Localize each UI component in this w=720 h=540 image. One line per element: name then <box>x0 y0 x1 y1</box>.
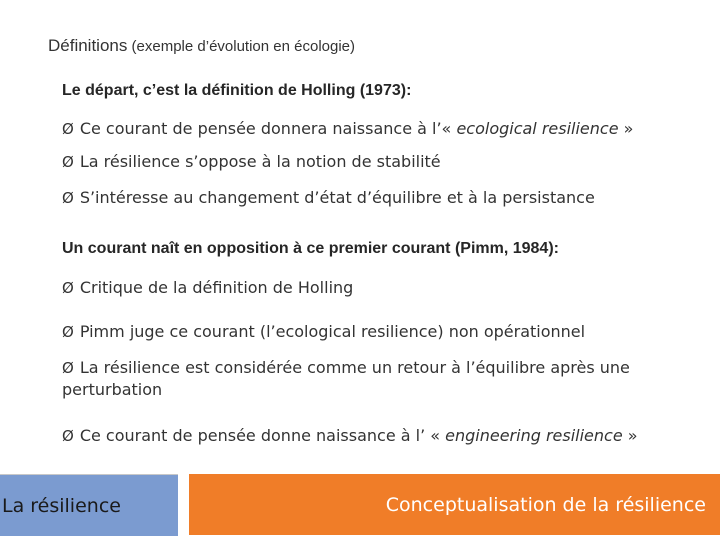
bullet-item: Ø Critique de la définition de Holling <box>62 278 354 297</box>
bullet-item: Ø La résilience est considérée comme un retour à l’équilibre après une perturbation <box>62 358 630 399</box>
arrow-bullet-icon: Ø <box>62 189 74 207</box>
bullet-item: Ø Pimm juge ce courant (l’ecological resilience) non opérationnel <box>62 322 586 341</box>
footer-section-right <box>189 474 720 535</box>
bullet-item: Ø Ce courant de pensée donne naissance à l’ « engineering resilience » <box>62 426 638 445</box>
bullet-item: Ø La résilience s’oppose à la notion de stabilité <box>62 152 441 171</box>
footer-left-label: La résilience <box>2 494 121 517</box>
arrow-bullet-icon: Ø <box>62 153 74 171</box>
arrow-bullet-icon: Ø <box>62 359 74 377</box>
bullet-item: Ø Ce courant de pensée donnera naissance à l’« ecological resilience » <box>62 119 634 138</box>
slide-title <box>48 36 355 56</box>
footer-section-left <box>0 474 178 536</box>
section1-heading: Le départ, c’est la définition de Holling (1973): <box>62 82 412 99</box>
slide-title-main: Définitions <box>48 36 128 55</box>
arrow-bullet-icon: Ø <box>62 279 74 297</box>
arrow-bullet-icon: Ø <box>62 120 74 138</box>
arrow-bullet-icon: Ø <box>62 427 74 445</box>
footer-right-label: Conceptualisation de la résilience <box>385 493 706 516</box>
bullet-item: Ø S’intéresse au changement d’état d’équilibre et à la persistance <box>62 188 595 207</box>
slide-title-sub: (exemple d’évolution en écologie) <box>127 38 356 55</box>
arrow-bullet-icon: Ø <box>62 323 74 341</box>
section2-heading: Un courant naît en opposition à ce premier courant (Pimm, 1984): <box>62 240 559 257</box>
